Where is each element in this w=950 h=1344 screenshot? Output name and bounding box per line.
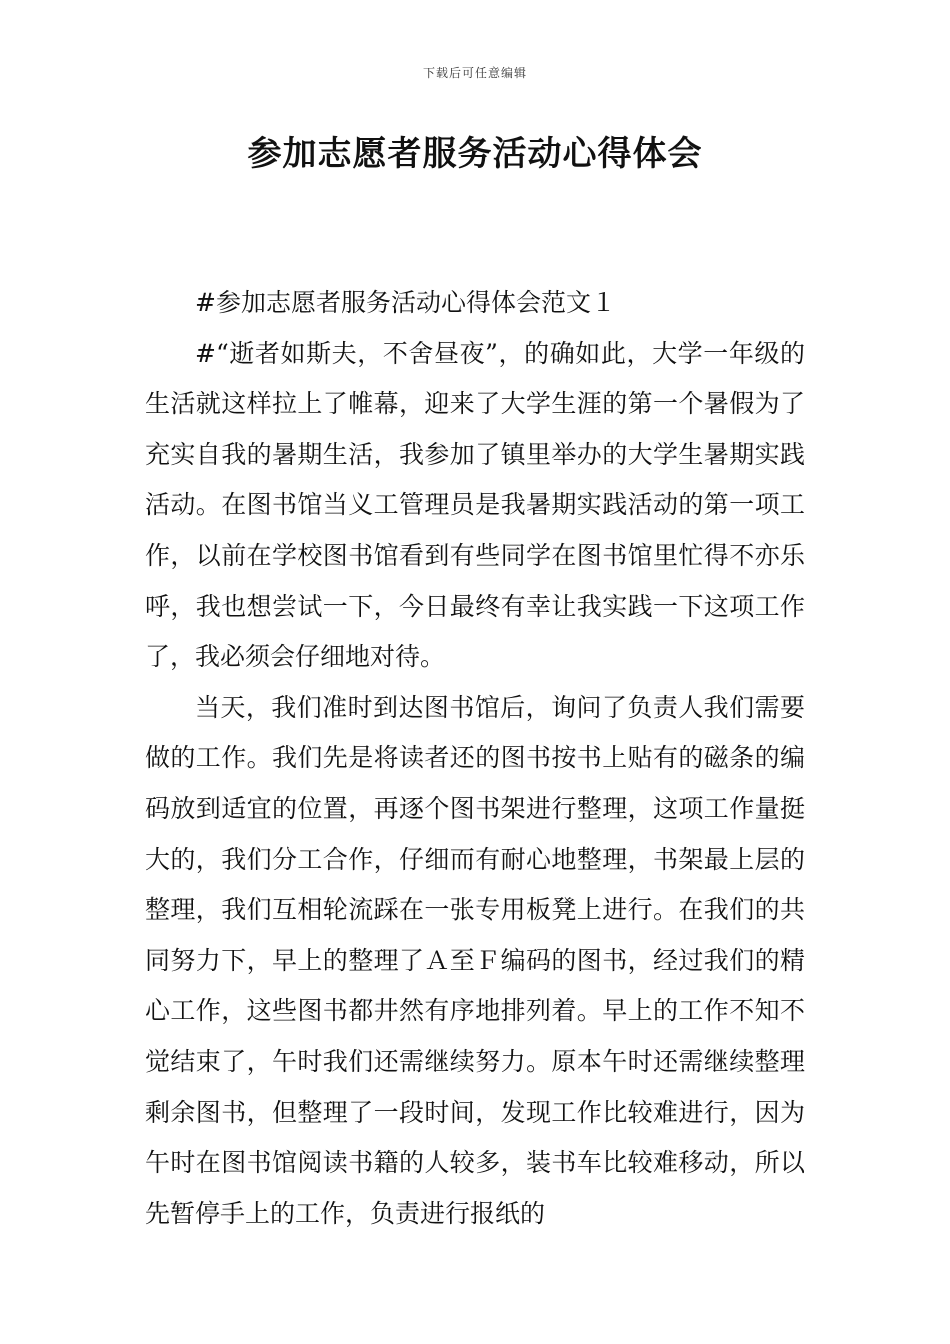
- header-note: 下载后可任意编辑: [422, 66, 527, 80]
- document-title: 参加志愿者服务活动心得体会: [247, 134, 703, 174]
- paragraph-subtitle: #参加志愿者服务活动心得体会范文１: [195, 288, 616, 317]
- paragraph: #“逝者如斯夫，不舍昼夜”，的确如此，大学一年级的生活就这样拉上了帷幕，迎来了大学生涯的第一个暑假为了充实自我的暑期生活，我参加了镇里举办的大学生暑期实践活动。在图书馆当义工管理员是我暑期实践活动的第一项工作，以前在学校图书馆看到有些同学在图书馆里忙得不亦乐呼，我也想尝试一下，今日最终有幸让我实践一下这项工作了，我必须会仔细地对待。: [145, 338, 805, 672]
- document-body: [145, 278, 805, 1239]
- paragraph: 当天，我们准时到达图书馆后，询问了负责人我们需要做的工作。我们先是将读者还的图书按书上贴有的磁条的编码放到适宜的位置，再逐个图书架进行整理，这项工作量挺大的，我们分工合作，仔细而有耐心地整理，书架最上层的整理，我们互相轮流踩在一张专用板凳上进行。在我们的共同努力下，早上的整理了Ａ至Ｆ编码的图书，经过我们的精心工作，这些图书都井然有序地排列着。早上的工作不知不觉结束了，午时我们还需继续努力。原本午时还需继续整理剩余图书，但整理了一段时间，发现工作比较难进行，因为午时在图书馆阅读书籍的人较多，装书车比较难移动，所以先暂停手上的工作，负责进行报纸的: [145, 692, 805, 1228]
